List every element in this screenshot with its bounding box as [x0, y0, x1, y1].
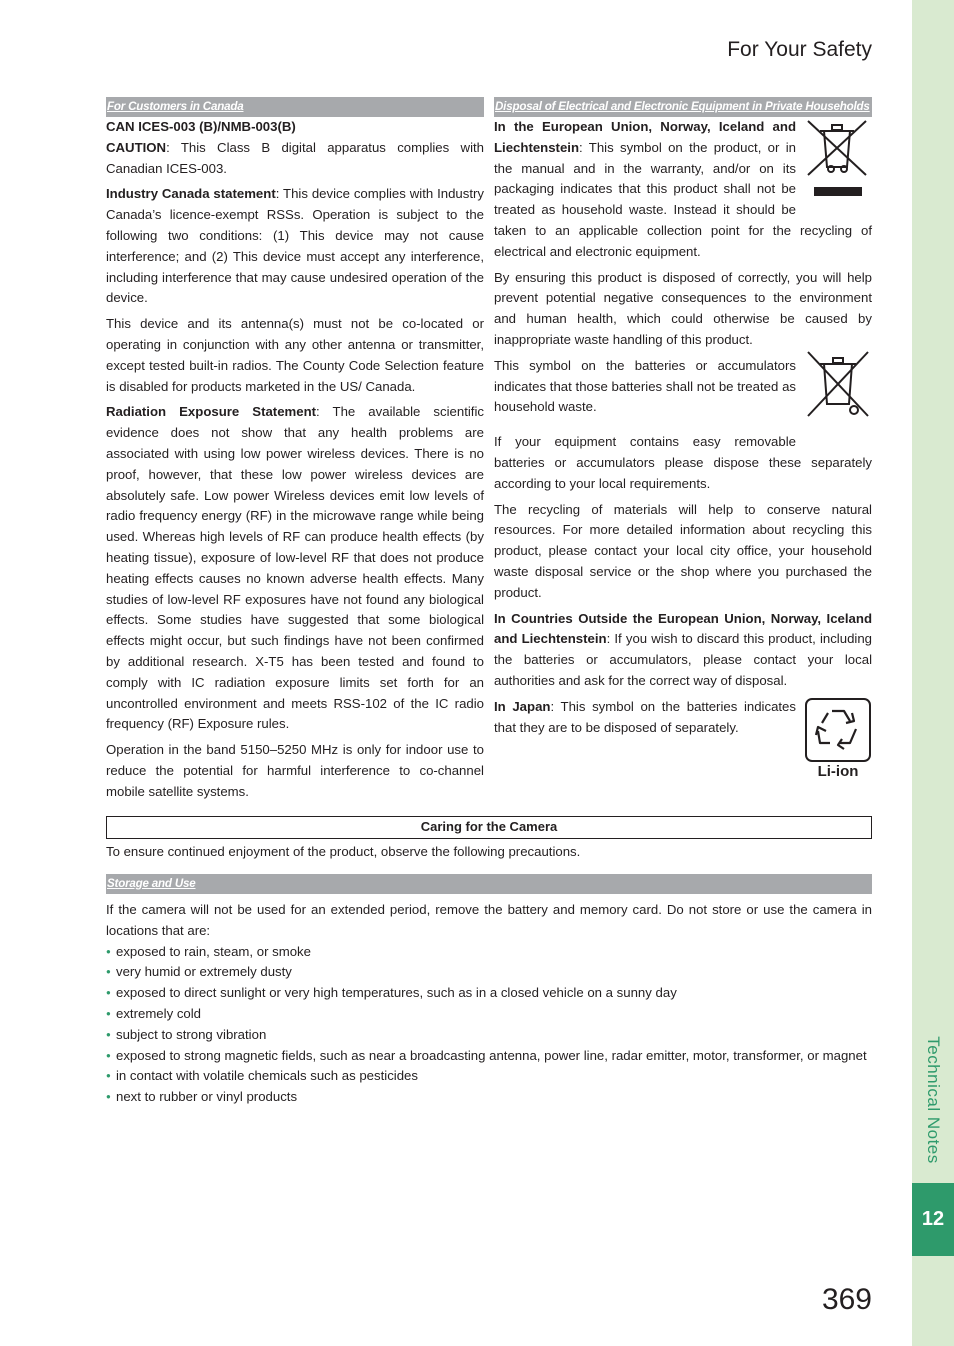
side-chapter-label-text: Technical Notes — [924, 1036, 944, 1164]
eu-text: : This symbol on the product, or in the manual and in the warranty, and/or on its packaging indicates that this product shall not be treated as household waste. Instead it should be taken to an applicable collection point for the recycling of electrical and electronic equipment. — [494, 139, 872, 259]
disposal-header: Disposal of Electrical and Electronic Equipment in Private Households — [494, 97, 872, 117]
industry-paragraph — [106, 184, 484, 309]
outside-label: In Countries Outside the European Union, Norway, Iceland and Liechtenstein — [494, 610, 872, 647]
radiation-paragraph — [106, 402, 484, 735]
list-item: ● exposed to direct sunlight or very high temperatures, such as in a closed vehicle on a sunny day — [106, 983, 872, 1004]
batteries-symbol-text: This symbol on the batteries or accumulators indicates that those batteries shall not be treated as household waste. — [494, 357, 796, 415]
list-item: ● exposed to rain, steam, or smoke — [106, 942, 872, 963]
industry-label: Industry Canada statement — [106, 186, 276, 202]
ices-line: CAN ICES-003 (B)/NMB-003(B) — [106, 119, 296, 134]
storage-header: Storage and Use — [106, 874, 872, 894]
caution-text: : This Class B digital apparatus complies with Canadian ICES-003. — [106, 139, 484, 176]
outside-text: : If you wish to discard this product, including the batteries or accumulators, please contact your local authorities and ask for the correct way of disposal. — [494, 631, 872, 688]
eu-paragraph — [494, 117, 872, 263]
radiation-text: : The available scientific evidence does not show that any health problems are associated with using low power wireless devices. There is no proof, however, that these low power wireless devices are absolutely safe. Low power Wireless devices emit low levels of radio frequency energy (RF) in the microwave range while being used. Whereas high levels of RF can produce health effects (by heating tissue), exposure of low-level RF that does not produce heating effects causes no known adverse health effects. Many studies of low-level RF exposures have not found any biological effects. Some studies have suggested that some biological effects might occur, but such findings have not been confirmed by additional research. X-T5 has been tested and found to comply with IC radiation exposure limits set forth for an uncontrolled environment and meets RSS-102 of the IC radio frequency (RF) Exposure rules. — [106, 404, 484, 732]
battery-bin-icon — [804, 348, 872, 429]
canada-header: For Customers in Canada — [106, 97, 484, 117]
canada-section — [106, 97, 484, 808]
removable-paragraph: If your equipment contains easy removable batteries or accumulators please dispose these separately according to your local requirements. — [494, 434, 872, 491]
disposal-section — [494, 97, 872, 785]
band-paragraph: Operation in the band 5150–5250 MHz is only for indoor use to reduce the potential for harmful interference to co-channel mobile satellite systems. — [106, 742, 484, 799]
list-item: ● in contact with volatile chemicals such as pesticides — [106, 1066, 872, 1087]
outside-paragraph — [494, 609, 872, 692]
list-item: ● exposed to strong magnetic fields, such as near a broadcasting antenna, power line, radar emitter, motor, transformer, or magnet — [106, 1046, 872, 1067]
japan-label: In Japan — [494, 698, 551, 714]
side-chapter-label — [913, 1020, 953, 1180]
industry-text: : This device complies with Industry Canada’s licence-exempt RSSs. Operation is subject to the following two conditions: (1) This device may not cause interference; and (2) This device must accept any interference, including interference that may cause undesired operation of the device. — [106, 186, 484, 306]
chapter-tab[interactable]: 12 — [912, 1183, 954, 1256]
japan-paragraph — [494, 697, 872, 780]
caring-intro: To ensure continued enjoyment of the product, observe the following precautions. — [106, 844, 581, 859]
storage-bullet-list — [106, 942, 872, 1108]
caution-label: CAUTION — [106, 139, 167, 155]
ensuring-paragraph: By ensuring this product is disposed of correctly, you will help prevent potential negative consequences to the environment and human health, which could otherwise be caused by inappropriate waste handling of this product. — [494, 269, 872, 347]
page-number: 369 — [821, 1283, 872, 1316]
storage-paragraph: If the camera will not be used for an extended period, remove the battery and memory card. Do not store or use the camera in locations that are: — [106, 902, 872, 938]
recycling-paragraph: The recycling of materials will help to conserve natural resources. For more detailed information about recycling this product, please contact your local city office, your household waste disposal service or the shop where you purchased the product. — [494, 501, 872, 600]
japan-text: : This symbol on the batteries indicates that they are to be disposed of separately. — [494, 698, 796, 735]
eu-label: In the European Union, Norway, Iceland and Liechtenstein — [494, 119, 796, 155]
weee-bin-icon — [804, 117, 872, 206]
li-ion-label: Li-ion — [817, 762, 859, 780]
list-item: ● very humid or extremely dusty — [106, 962, 872, 983]
storage-section — [106, 874, 872, 1108]
caring-title: Caring for the Camera — [420, 819, 558, 834]
radiation-label: Radiation Exposure Statement — [106, 404, 317, 420]
li-ion-recycle-icon — [804, 697, 872, 781]
running-head: For Your Safety — [727, 38, 872, 61]
list-item: ● next to rubber or vinyl products — [106, 1087, 872, 1108]
caution-paragraph — [106, 138, 484, 180]
caring-title-box — [106, 816, 872, 839]
list-item: ● subject to strong vibration — [106, 1025, 872, 1046]
list-item: ● extremely cold — [106, 1004, 872, 1025]
batteries-symbol-paragraph — [494, 356, 872, 418]
antenna-paragraph: This device and its antenna(s) must not be co-located or operating in conjunction with any other antenna or transmitter, except tested built-in radios. The County Code Selection feature is disabled for products marketed in the US/ Canada. — [106, 316, 484, 394]
